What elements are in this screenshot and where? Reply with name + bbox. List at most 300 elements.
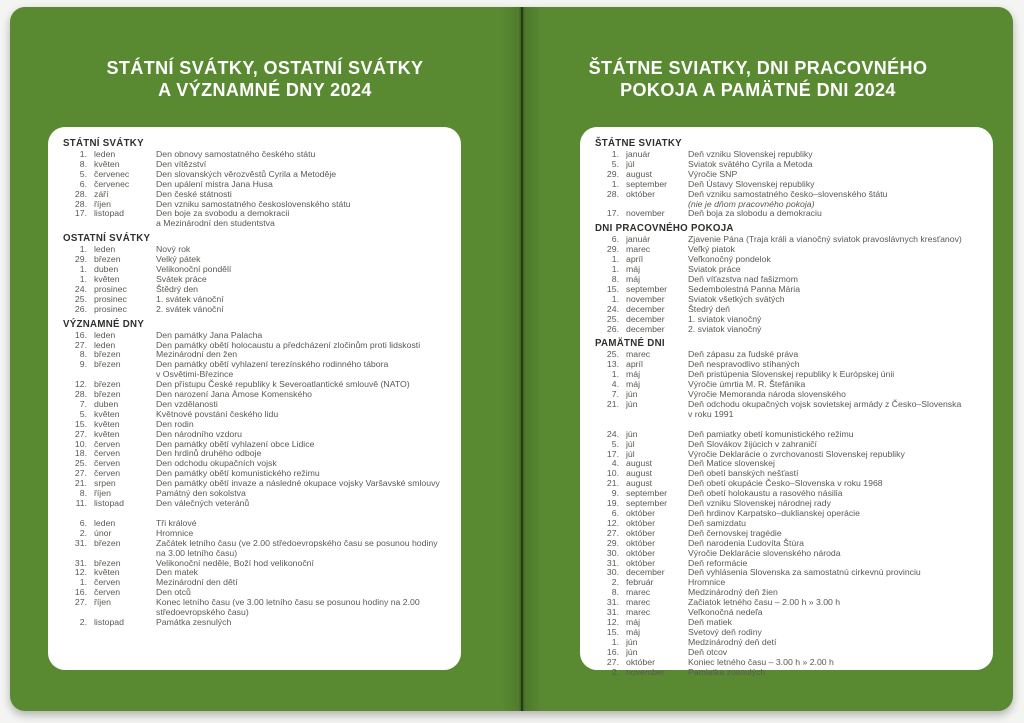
month-name: jún: [626, 428, 638, 439]
holiday-row: [63, 568, 449, 578]
month-name: jún: [626, 636, 638, 647]
day-number: 7.: [611, 389, 619, 400]
day-number: 1.: [79, 264, 87, 275]
day-number: 6.: [79, 178, 87, 189]
holiday-name-line: Deň nespravodlivo stíhaných: [688, 359, 800, 370]
holiday-name-line: Den matek: [156, 567, 199, 578]
holiday-row: [595, 628, 981, 638]
holiday-description: [688, 658, 981, 668]
month-name: október: [626, 656, 655, 667]
month-name: november: [626, 293, 665, 304]
holiday-row: [595, 618, 981, 628]
month-name: září: [94, 188, 109, 199]
day-number: 31.: [74, 537, 87, 548]
holiday-name-line: Veľkonočný pondelok: [688, 254, 771, 265]
day-number: 13.: [606, 359, 619, 370]
holiday-description: [688, 295, 981, 305]
day-number: 19.: [606, 498, 619, 509]
holiday-name-line: Deň obetí okupácie Česko–Slovenska v roku 1968: [688, 478, 883, 489]
holiday-name-line: Výročie Memoranda národa slovenského: [688, 389, 846, 400]
day-number: 2.: [79, 527, 87, 538]
holiday-name-line: Svetový deň rodiny: [688, 626, 762, 637]
day-number: 30.: [606, 547, 619, 558]
month-name: august: [626, 468, 653, 479]
day-number: 1.: [611, 636, 619, 647]
holiday-name-line: Deň vzniku samostatného česko–slovenského štátu: [688, 188, 888, 199]
holiday-name-line: v Osvětimi-Březince: [156, 369, 234, 380]
day-number: 29.: [606, 244, 619, 255]
holiday-description: [688, 400, 981, 420]
day-number: 28.: [74, 188, 87, 199]
holiday-name-line: Výročie úmrtia M. R. Štefánika: [688, 379, 806, 390]
holiday-row: [63, 519, 449, 529]
holiday-row: [63, 331, 449, 341]
day-number: 1.: [79, 577, 87, 588]
holiday-name-line: Den národního vzdoru: [156, 428, 242, 439]
month-name: apríl: [626, 359, 643, 370]
day-number: 6.: [611, 234, 619, 245]
slovak-holidays-panel: [580, 127, 993, 677]
day-number: 5.: [79, 408, 87, 419]
month-name: júl: [626, 158, 635, 169]
day-number: 8.: [79, 349, 87, 360]
holiday-name-line: Sviatok práce: [688, 264, 741, 275]
month-name: říjen: [94, 198, 111, 209]
month-name: február: [626, 577, 654, 588]
holiday-row: [595, 235, 981, 245]
day-number: 1.: [79, 244, 87, 255]
day-number: 29.: [606, 537, 619, 548]
holiday-description: [156, 598, 449, 618]
day-number: 9.: [611, 488, 619, 499]
month-name: október: [626, 517, 655, 528]
month-name: leden: [94, 149, 116, 159]
holiday-description: [156, 360, 449, 380]
holiday-name-line: Deň pamiatky obetí komunistického režimu: [688, 428, 854, 439]
month-name: september: [626, 178, 668, 189]
month-name: duben: [94, 398, 119, 409]
holiday-name-line: 2. sviatok vianočný: [688, 323, 762, 334]
day-number: 25.: [74, 293, 87, 304]
month-name: červen: [94, 468, 121, 479]
holiday-name-line: Nový rok: [156, 244, 191, 255]
holiday-row: [595, 598, 981, 608]
month-name: listopad: [94, 616, 124, 627]
month-name: marec: [626, 349, 651, 360]
day-number: 26.: [606, 323, 619, 334]
day-number: 27.: [74, 597, 87, 608]
day-number: 30.: [606, 567, 619, 578]
holiday-row: [595, 658, 981, 668]
holiday-name-line: Veľkonočná nedeľa: [688, 607, 763, 618]
month-name: jún: [626, 398, 638, 409]
day-number: 16.: [606, 646, 619, 657]
holiday-row: [63, 499, 449, 509]
holiday-name-line: Deň vzniku Slovenskej národnej rady: [688, 498, 831, 509]
day-number: 17.: [606, 448, 619, 459]
holiday-name-line: Velikonoční pondělí: [156, 264, 232, 275]
holiday-name-line: Štědrý den: [156, 283, 199, 294]
day-number: 29.: [74, 254, 87, 265]
month-name: október: [626, 508, 655, 518]
month-name: marec: [626, 244, 651, 255]
day-number: 5.: [611, 158, 619, 169]
month-name: květen: [94, 273, 120, 284]
month-name: október: [626, 188, 655, 199]
month-name: leden: [94, 244, 116, 255]
month-name: september: [626, 488, 668, 499]
day-number: 1.: [611, 178, 619, 189]
holiday-name-line: Den upálení mistra Jana Husa: [156, 178, 273, 189]
right-page-title-line1: ŠTÁTNE SVIATKY, DNI PRACOVNÉHO: [588, 58, 928, 78]
holiday-name-line: Tři králové: [156, 517, 197, 528]
holiday-description: [688, 325, 981, 335]
holiday-name-line: (nie je dňom pracovného pokoja): [688, 198, 815, 209]
holiday-name-line: Výročie SNP: [688, 168, 738, 179]
holiday-row: [595, 325, 981, 335]
holiday-name-line: Deň obetí banských nešťastí: [688, 468, 799, 479]
holiday-description: [156, 559, 449, 569]
holiday-name-line: Veľký piatok: [688, 244, 735, 255]
day-number: 12.: [74, 379, 87, 390]
holiday-row: [63, 598, 449, 618]
holiday-row: [63, 305, 449, 315]
holiday-row: [63, 150, 449, 160]
day-number: 27.: [74, 468, 87, 479]
holiday-name-line: 1. svátek vánoční: [156, 293, 224, 304]
month-name: únor: [94, 527, 112, 538]
holiday-name-line: Deň matiek: [688, 616, 732, 627]
day-number: 12.: [606, 517, 619, 528]
holiday-name-line: Sedembolestná Panna Mária: [688, 283, 801, 294]
holiday-name-line: Den památky obětí holocaustu a předcházení zločinům proti lidskosti: [156, 339, 421, 350]
holiday-name-line: Deň boja za slobodu a demokraciu: [688, 208, 822, 219]
holiday-row: [63, 255, 449, 265]
month-name: október: [626, 547, 655, 558]
month-name: júl: [626, 448, 635, 459]
day-number: 2.: [79, 616, 87, 627]
holiday-name-line: Deň hrdinov Karpatsko–duklianskej operácie: [688, 508, 860, 518]
day-number: 27.: [606, 527, 619, 538]
holiday-name-line: Velikonoční neděle, Boží hod velikonoční: [156, 557, 314, 568]
holiday-name-line: Deň pristúpenia Slovenskej republiky k Európskej únii: [688, 369, 895, 380]
day-number: 8.: [611, 273, 619, 284]
day-number: 10.: [74, 438, 87, 449]
day-number: 16.: [74, 329, 87, 340]
holiday-name-line: Deň černovskej tragédie: [688, 527, 782, 538]
holiday-name-line: Deň Matice slovenskej: [688, 458, 775, 469]
holiday-row: [595, 160, 981, 170]
month-name: máj: [626, 379, 640, 390]
section-header: DNI PRACOVNÉHO POKOJA: [595, 223, 734, 235]
month-name: september: [626, 498, 668, 509]
holiday-name-line: Den přístupu České republiky k Severoatlantické smlouvě (NATO): [156, 379, 410, 390]
day-number: 9.: [79, 359, 87, 370]
month-name: červen: [94, 458, 121, 469]
holiday-description: [688, 209, 981, 219]
day-number: 17.: [74, 208, 87, 219]
day-number: 25.: [606, 313, 619, 324]
month-name: apríl: [626, 254, 643, 265]
day-number: 24.: [606, 428, 619, 439]
holiday-description: [156, 209, 449, 229]
holiday-description: [156, 499, 449, 509]
left-page-title-line1: STÁTNÍ SVÁTKY, OSTATNÍ SVÁTKY: [106, 58, 424, 78]
holiday-description: [156, 275, 449, 285]
czech-holidays-panel: [48, 127, 461, 670]
day-number: 6.: [79, 517, 87, 528]
holiday-name-line: Den válečných veteránů: [156, 498, 250, 508]
holiday-name-line: Výročie Deklarácie slovenského národa: [688, 547, 841, 558]
holiday-name-line: Deň samizdatu: [688, 517, 746, 528]
holiday-description: [688, 668, 981, 678]
section-header: VÝZNAMNÉ DNY: [63, 318, 145, 330]
day-number: 4.: [611, 379, 619, 390]
holiday-row: [595, 400, 981, 420]
holiday-row: [63, 180, 449, 190]
holiday-name-line: Den památky Jana Palacha: [156, 329, 263, 340]
day-number: 26.: [74, 303, 87, 314]
holiday-name-line: Svátek práce: [156, 273, 207, 284]
holiday-row: [63, 479, 449, 489]
month-name: říjen: [94, 488, 111, 499]
holiday-description: [156, 410, 449, 420]
holiday-name-line: Deň obetí holokaustu a rasového násilia: [688, 488, 843, 499]
month-name: prosinec: [94, 283, 127, 294]
holiday-description: [156, 618, 449, 628]
holiday-name-line: Sviatok svätého Cyrila a Metoda: [688, 158, 813, 169]
holiday-name-line: Památka zesnulých: [156, 616, 232, 627]
month-name: október: [626, 557, 655, 568]
holiday-name-line: Den boje za svobodu a demokracii: [156, 208, 290, 219]
month-name: jún: [626, 389, 638, 400]
holiday-name-line: Deň víťazstva nad fašizmom: [688, 273, 798, 284]
month-name: marec: [626, 587, 651, 598]
holiday-name-line: Den české státnosti: [156, 188, 232, 199]
day-number: 4.: [611, 458, 619, 469]
month-name: březen: [94, 389, 121, 400]
month-name: červenec: [94, 178, 130, 189]
day-number: 1.: [611, 293, 619, 304]
right-page-title: [512, 57, 1004, 101]
holiday-name-line: Den vzniku samostatného československého státu: [156, 198, 351, 209]
section-header: PAMÄTNÉ DNI: [595, 338, 665, 350]
holiday-name-line: Deň zápasu za ľudské práva: [688, 349, 799, 360]
holiday-row: [595, 255, 981, 265]
month-name: október: [626, 527, 655, 538]
month-name: leden: [94, 517, 116, 528]
holiday-name-line: Konec letního času (ve 3.00 letního času se posunou hodiny na 2.00: [156, 597, 420, 608]
holiday-name-line: Památný den sokolstva: [156, 488, 246, 499]
planner-spread: [10, 7, 1013, 711]
day-number: 21.: [74, 478, 87, 489]
holiday-row: [595, 245, 981, 255]
holiday-name-line: v roku 1991: [688, 408, 734, 419]
holiday-row: [595, 209, 981, 219]
month-name: leden: [94, 329, 116, 340]
day-number: 31.: [606, 597, 619, 608]
month-name: november: [626, 666, 665, 677]
month-name: máj: [626, 616, 640, 627]
holiday-row: [63, 618, 449, 628]
day-number: 1.: [79, 273, 87, 284]
day-number: 8.: [611, 587, 619, 598]
holiday-name-line: Den památky obětí komunistického režimu: [156, 468, 320, 479]
day-number: 25.: [606, 349, 619, 360]
holiday-description: [156, 331, 449, 341]
day-number: 8.: [79, 158, 87, 169]
holiday-row: [63, 209, 449, 229]
day-number: 5.: [79, 168, 87, 179]
day-number: 12.: [74, 567, 87, 578]
holiday-name-line: Deň vzniku Slovenskej republiky: [688, 149, 813, 159]
holiday-description: [156, 539, 449, 559]
day-number: 18.: [74, 448, 87, 459]
holiday-name-line: Den otců: [156, 587, 191, 598]
day-number: 21.: [606, 478, 619, 489]
holiday-name-line: Koniec letného času – 3.00 h » 2.00 h: [688, 656, 834, 667]
month-name: október: [626, 537, 655, 548]
day-number: 15.: [606, 283, 619, 294]
holiday-row: [595, 668, 981, 678]
holiday-name-line: Velký pátek: [156, 254, 201, 265]
holiday-name-line: Medzinárodný deň detí: [688, 636, 777, 647]
month-name: listopad: [94, 208, 124, 219]
month-name: marec: [626, 597, 651, 608]
holiday-description: [156, 578, 449, 588]
holiday-row: [595, 608, 981, 618]
holiday-row: [63, 578, 449, 588]
holiday-name-line: Mezinárodní den žen: [156, 349, 238, 360]
day-number: 1.: [611, 254, 619, 265]
holiday-name-line: Den vzdělanosti: [156, 398, 218, 409]
day-number: 28.: [606, 188, 619, 199]
day-number: 16.: [74, 587, 87, 598]
month-name: červen: [94, 438, 121, 449]
holiday-name-line: Deň otcov: [688, 646, 728, 657]
holiday-row: [63, 420, 449, 430]
holiday-row: [595, 190, 981, 210]
month-name: máj: [626, 626, 640, 637]
month-name: jún: [626, 646, 638, 657]
day-number: 1.: [611, 149, 619, 159]
month-name: říjen: [94, 597, 111, 608]
holiday-name-line: Den rodin: [156, 418, 194, 429]
day-number: 27.: [74, 339, 87, 350]
day-number: 31.: [606, 607, 619, 618]
day-number: 28.: [74, 389, 87, 400]
month-name: červen: [94, 448, 121, 459]
holiday-name-line: Hromnice: [688, 577, 726, 588]
section-header: OSTATNÍ SVÁTKY: [63, 233, 151, 245]
holiday-name-line: Deň narodenia Ľudovíta Štúra: [688, 537, 804, 548]
holiday-name-line: Štedrý deň: [688, 303, 731, 314]
holiday-row: [63, 390, 449, 400]
holiday-name-line: Začátek letního času (ve 2.00 středoevropského času se posunou hodiny: [156, 537, 438, 548]
day-number: 21.: [606, 398, 619, 409]
holiday-name-line: Deň odchodu okupačných vojsk sovietskej armády z Česko–Slovenska: [688, 398, 962, 409]
holiday-name-line: Den památky obětí invaze a následné okupace vojsky Varšavské smlouvy: [156, 478, 440, 489]
month-name: květen: [94, 408, 120, 419]
holiday-description: [156, 519, 449, 529]
day-number: 29.: [606, 168, 619, 179]
holiday-name-line: Den obnovy samostatného českého státu: [156, 149, 316, 159]
book-spine-line: [521, 7, 523, 711]
holiday-description: [688, 568, 981, 578]
holiday-name-line: Deň Slovákov žijúcich v zahraničí: [688, 438, 817, 449]
holiday-name-line: Začiatok letného času – 2.00 h » 3.00 h: [688, 597, 841, 608]
day-number: 31.: [606, 557, 619, 568]
holiday-row: [63, 265, 449, 275]
month-name: leden: [94, 339, 116, 350]
holiday-name-line: a Mezinárodní den studentstva: [156, 218, 275, 229]
holiday-name-line: středoevropského času): [156, 607, 249, 618]
month-name: březen: [94, 349, 121, 360]
left-page-title-line2: A VÝZNAMNÉ DNY 2024: [158, 80, 372, 100]
holiday-description: [688, 638, 981, 648]
day-number: 11.: [75, 498, 87, 508]
month-name: červen: [94, 587, 121, 598]
month-name: květen: [94, 158, 120, 169]
day-number: 8.: [79, 488, 87, 499]
month-name: marec: [626, 607, 651, 618]
holiday-row: [63, 360, 449, 380]
day-number: 2.: [611, 577, 619, 588]
holiday-row: [595, 450, 981, 460]
day-number: 17.: [606, 208, 619, 219]
holiday-name-line: Deň Ústavy Slovenskej republiky: [688, 178, 815, 189]
holiday-name-line: Den narození Jana Ámose Komenského: [156, 389, 312, 400]
holiday-name-line: Den odchodu okupačních vojsk: [156, 458, 277, 469]
month-name: máj: [626, 369, 640, 380]
day-number: 24.: [74, 283, 87, 294]
holiday-name-line: Zjavenie Pána (Traja králi a vianočný sviatok pravoslávnych kresťanov): [688, 234, 962, 245]
month-name: november: [626, 208, 665, 219]
month-name: máj: [626, 273, 640, 284]
holiday-name-line: Deň vyhlásenia Slovenska za samostatnú cirkevnú provinciu: [688, 567, 921, 578]
month-name: listopad: [94, 498, 124, 508]
month-name: prosinec: [94, 293, 127, 304]
holiday-row: [595, 638, 981, 648]
day-number: 1.: [611, 264, 619, 275]
holiday-row: [63, 539, 449, 559]
month-name: březen: [94, 557, 121, 568]
month-name: december: [626, 567, 665, 578]
holiday-name-line: Den slovanských věrozvěstů Cyrila a Metoděje: [156, 168, 337, 179]
month-name: september: [626, 283, 668, 294]
day-number: 27.: [74, 428, 87, 439]
holiday-name-line: Den památky obětí vyhlazení obce Lidice: [156, 438, 315, 449]
day-number: 6.: [611, 508, 619, 518]
month-name: december: [626, 303, 665, 314]
day-number: 15.: [74, 418, 87, 429]
holiday-name-line: Výročie Deklarácie o zvrchovanosti Slovenskej republiky: [688, 448, 905, 459]
holiday-row: [595, 578, 981, 588]
day-number: 7.: [79, 398, 87, 409]
month-name: květen: [94, 428, 120, 439]
day-number: 10.: [606, 468, 619, 479]
month-name: august: [626, 168, 653, 179]
holiday-name-line: Den vítězství: [156, 158, 207, 169]
month-name: březen: [94, 359, 121, 370]
holiday-name-line: Květnové povstání českého lidu: [156, 408, 279, 419]
day-number: 24.: [606, 303, 619, 314]
holiday-description: [688, 190, 981, 210]
month-name: prosinec: [94, 303, 127, 314]
month-name: srpen: [94, 478, 116, 489]
month-name: december: [626, 323, 665, 334]
day-number: 31.: [74, 557, 87, 568]
